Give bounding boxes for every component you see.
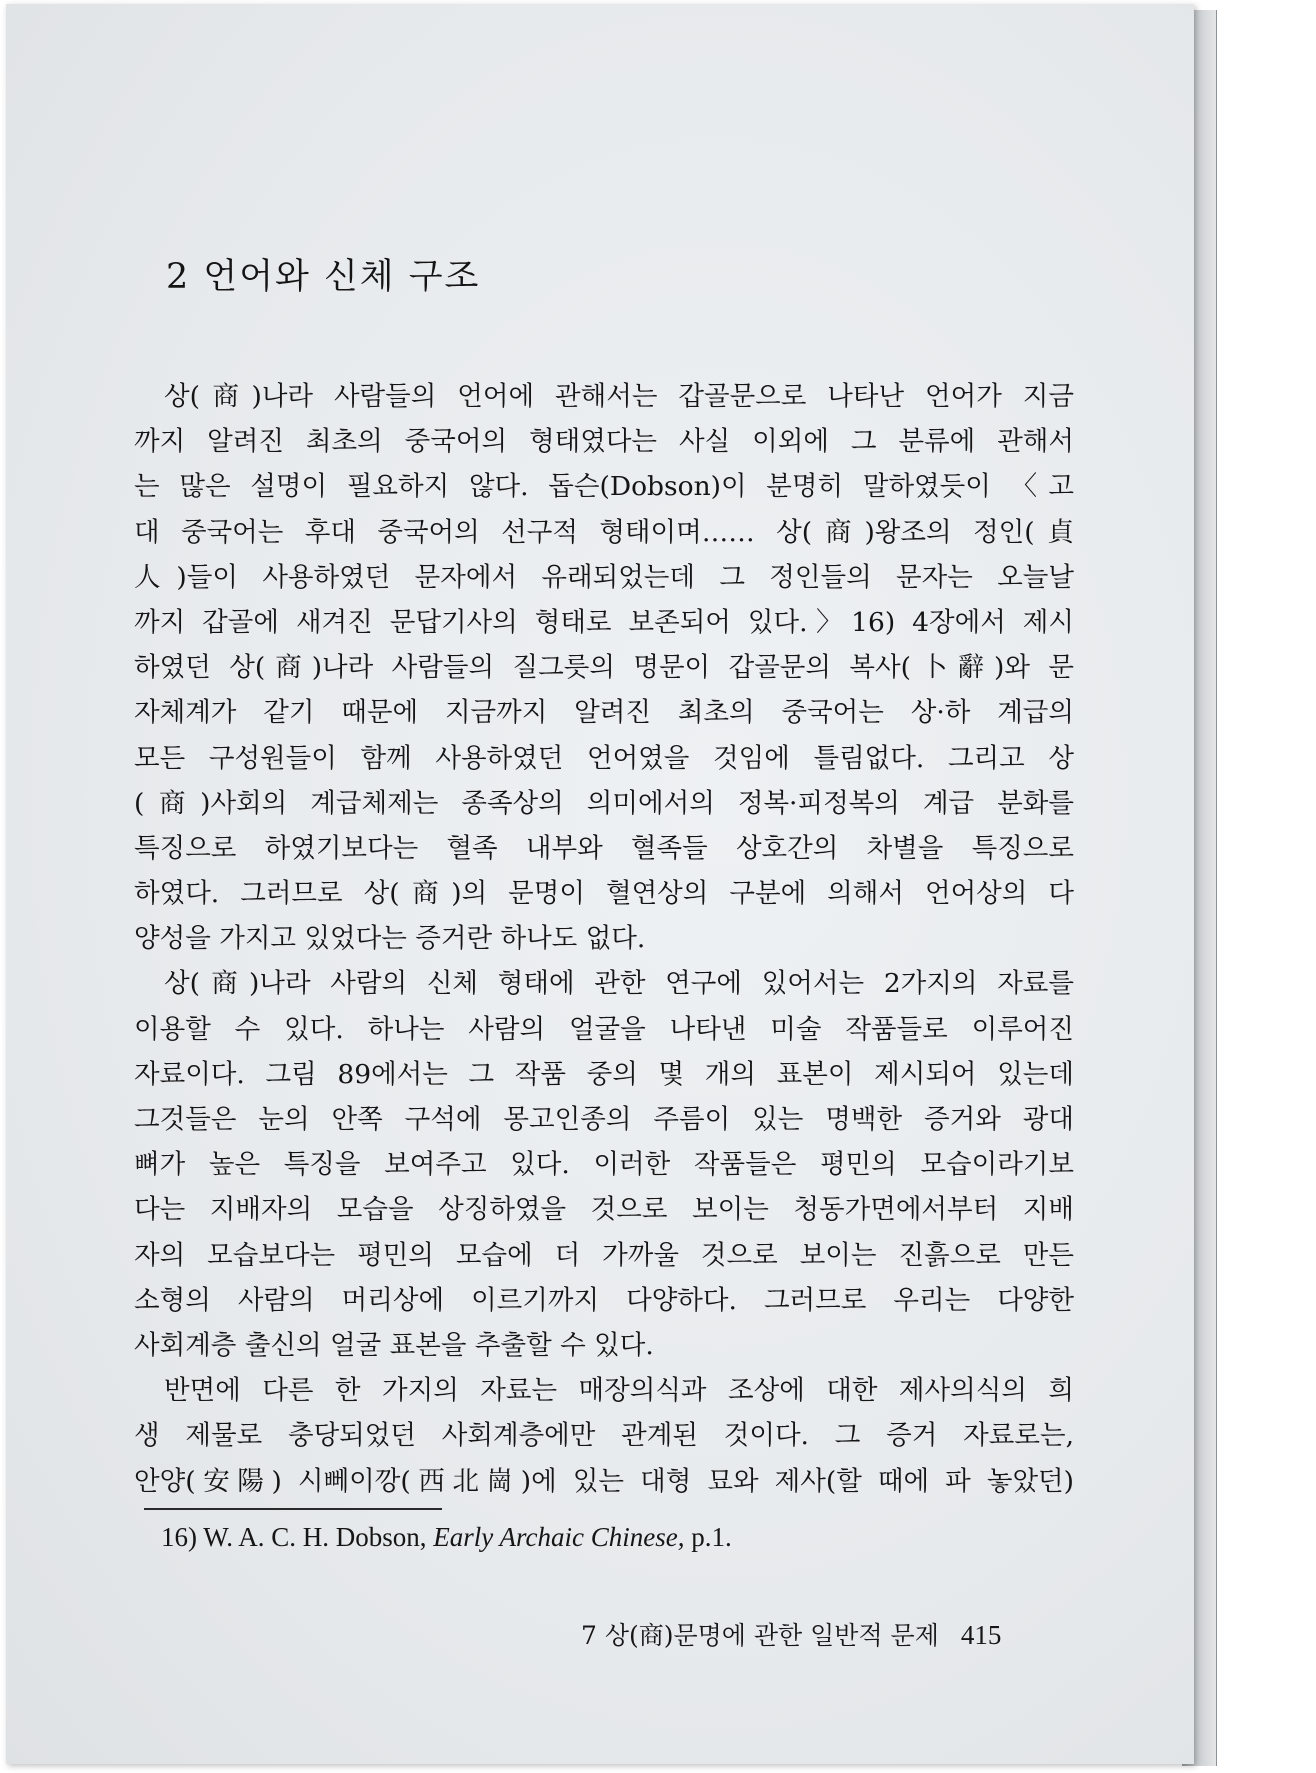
text-line: 이용할 수 있다. 하나는 사람의 얼굴을 나타낸 미술 작품들로 이루어진	[134, 1013, 1074, 1045]
footnote-book-title: Early Archaic Chinese,	[433, 1522, 685, 1552]
running-footer	[581, 1616, 1001, 1652]
text-line: 대 중국어는 후대 중국어의 선구적 형태이며…… 상(商)왕조의 정인(貞	[134, 516, 1074, 548]
chapter-title: 7 상(商)문명에 관한 일반적 문제	[581, 1621, 939, 1650]
footnote	[161, 1522, 732, 1553]
text-line: 사회계층 출신의 얼굴 표본을 추출할 수 있다.	[134, 1329, 654, 1361]
text-line: 까지 알려진 최초의 중국어의 형태였다는 사실 이외에 그 분류에 관해서	[134, 426, 1074, 458]
text-line: 그것들은 눈의 안쪽 구석에 몽고인종의 주름이 있는 명백한 증거와 광대	[134, 1104, 1074, 1135]
text-line: 상(商)나라 사람의 신체 형태에 관한 연구에 있어서는 2가지의 자료를	[164, 968, 1074, 1000]
footnote-divider	[144, 1508, 442, 1510]
text-line: (商)사회의 계급체제는 종족상의 의미에서의 정복·피정복의 계급 분화를	[134, 787, 1074, 819]
footnote-number: 16)	[161, 1522, 197, 1552]
text-line: 반면에 다른 한 가지의 자료는 매장의식과 조상에 대한 제사의식의 희	[164, 1375, 1074, 1407]
body-text	[134, 374, 1074, 1504]
text-line: 생 제물로 충당되었던 사회계층에만 관계된 것이다. 그 증거 자료로는,	[134, 1420, 1074, 1452]
footnote-page: p.1.	[691, 1522, 732, 1552]
text-line: 안양(安陽) 시뻬이깡(西北崗)에 있는 대형 묘와 제사(할 때에 파 놓았던)	[134, 1465, 1074, 1497]
section-title: 2 언어와 신체 구조	[166, 257, 481, 297]
text-line: 특징으로 하였기보다는 혈족 내부와 혈족들 상호간의 차별을 특징으로	[134, 832, 1074, 864]
page-number: 415	[960, 1620, 1002, 1650]
footnote-author: W. A. C. H. Dobson,	[203, 1522, 427, 1552]
text-line: 하였다. 그러므로 상(商)의 문명이 혈연상의 구분에 의해서 언어상의 다	[134, 878, 1074, 910]
text-line: 양성을 가지고 있었다는 증거란 하나도 없다.	[134, 923, 646, 955]
text-line: 다는 지배자의 모습을 상징하였을 것으로 보이는 청동가면에서부터 지배	[134, 1194, 1074, 1226]
text-line: 자료이다. 그림 89에서는 그 작품 중의 몇 개의 표본이 제시되어 있는데	[134, 1058, 1074, 1090]
text-line: 뼈가 높은 특징을 보여주고 있다. 이러한 작품들은 평민의 모습이라기보	[134, 1149, 1074, 1181]
text-line: 모든 구성원들이 함께 사용하였던 언어였을 것임에 틀림없다. 그리고 상	[134, 742, 1074, 774]
text-line: 하였던 상(商)나라 사람들의 질그릇의 명문이 갑골문의 복사(卜辭)와 문	[134, 652, 1074, 684]
text-line: 人)들이 사용하였던 문자에서 유래되었는데 그 정인들의 문자는 오늘날	[134, 561, 1074, 593]
text-line: 자의 모습보다는 평민의 모습에 더 가까울 것으로 보이는 진흙으로 만든	[134, 1239, 1074, 1271]
text-line: 소형의 사람의 머리상에 이르기까지 다양하다. 그러므로 우리는 다양한	[134, 1284, 1074, 1316]
text-line: 는 많은 설명이 필요하지 않다. 돕슨(Dobson)이 분명히 말하였듯이 〈고	[134, 471, 1074, 503]
book-page	[6, 4, 1194, 1764]
text-line: 까지 갑골에 새겨진 문답기사의 형태로 보존되어 있다.〉16) 4장에서 제시	[134, 606, 1074, 638]
text-line: 상(商)나라 사람들의 언어에 관해서는 갑골문으로 나타난 언어가 지금	[164, 381, 1074, 412]
text-line: 자체계가 같기 때문에 지금까지 알려진 최초의 중국어는 상·하 계급의	[134, 697, 1074, 729]
